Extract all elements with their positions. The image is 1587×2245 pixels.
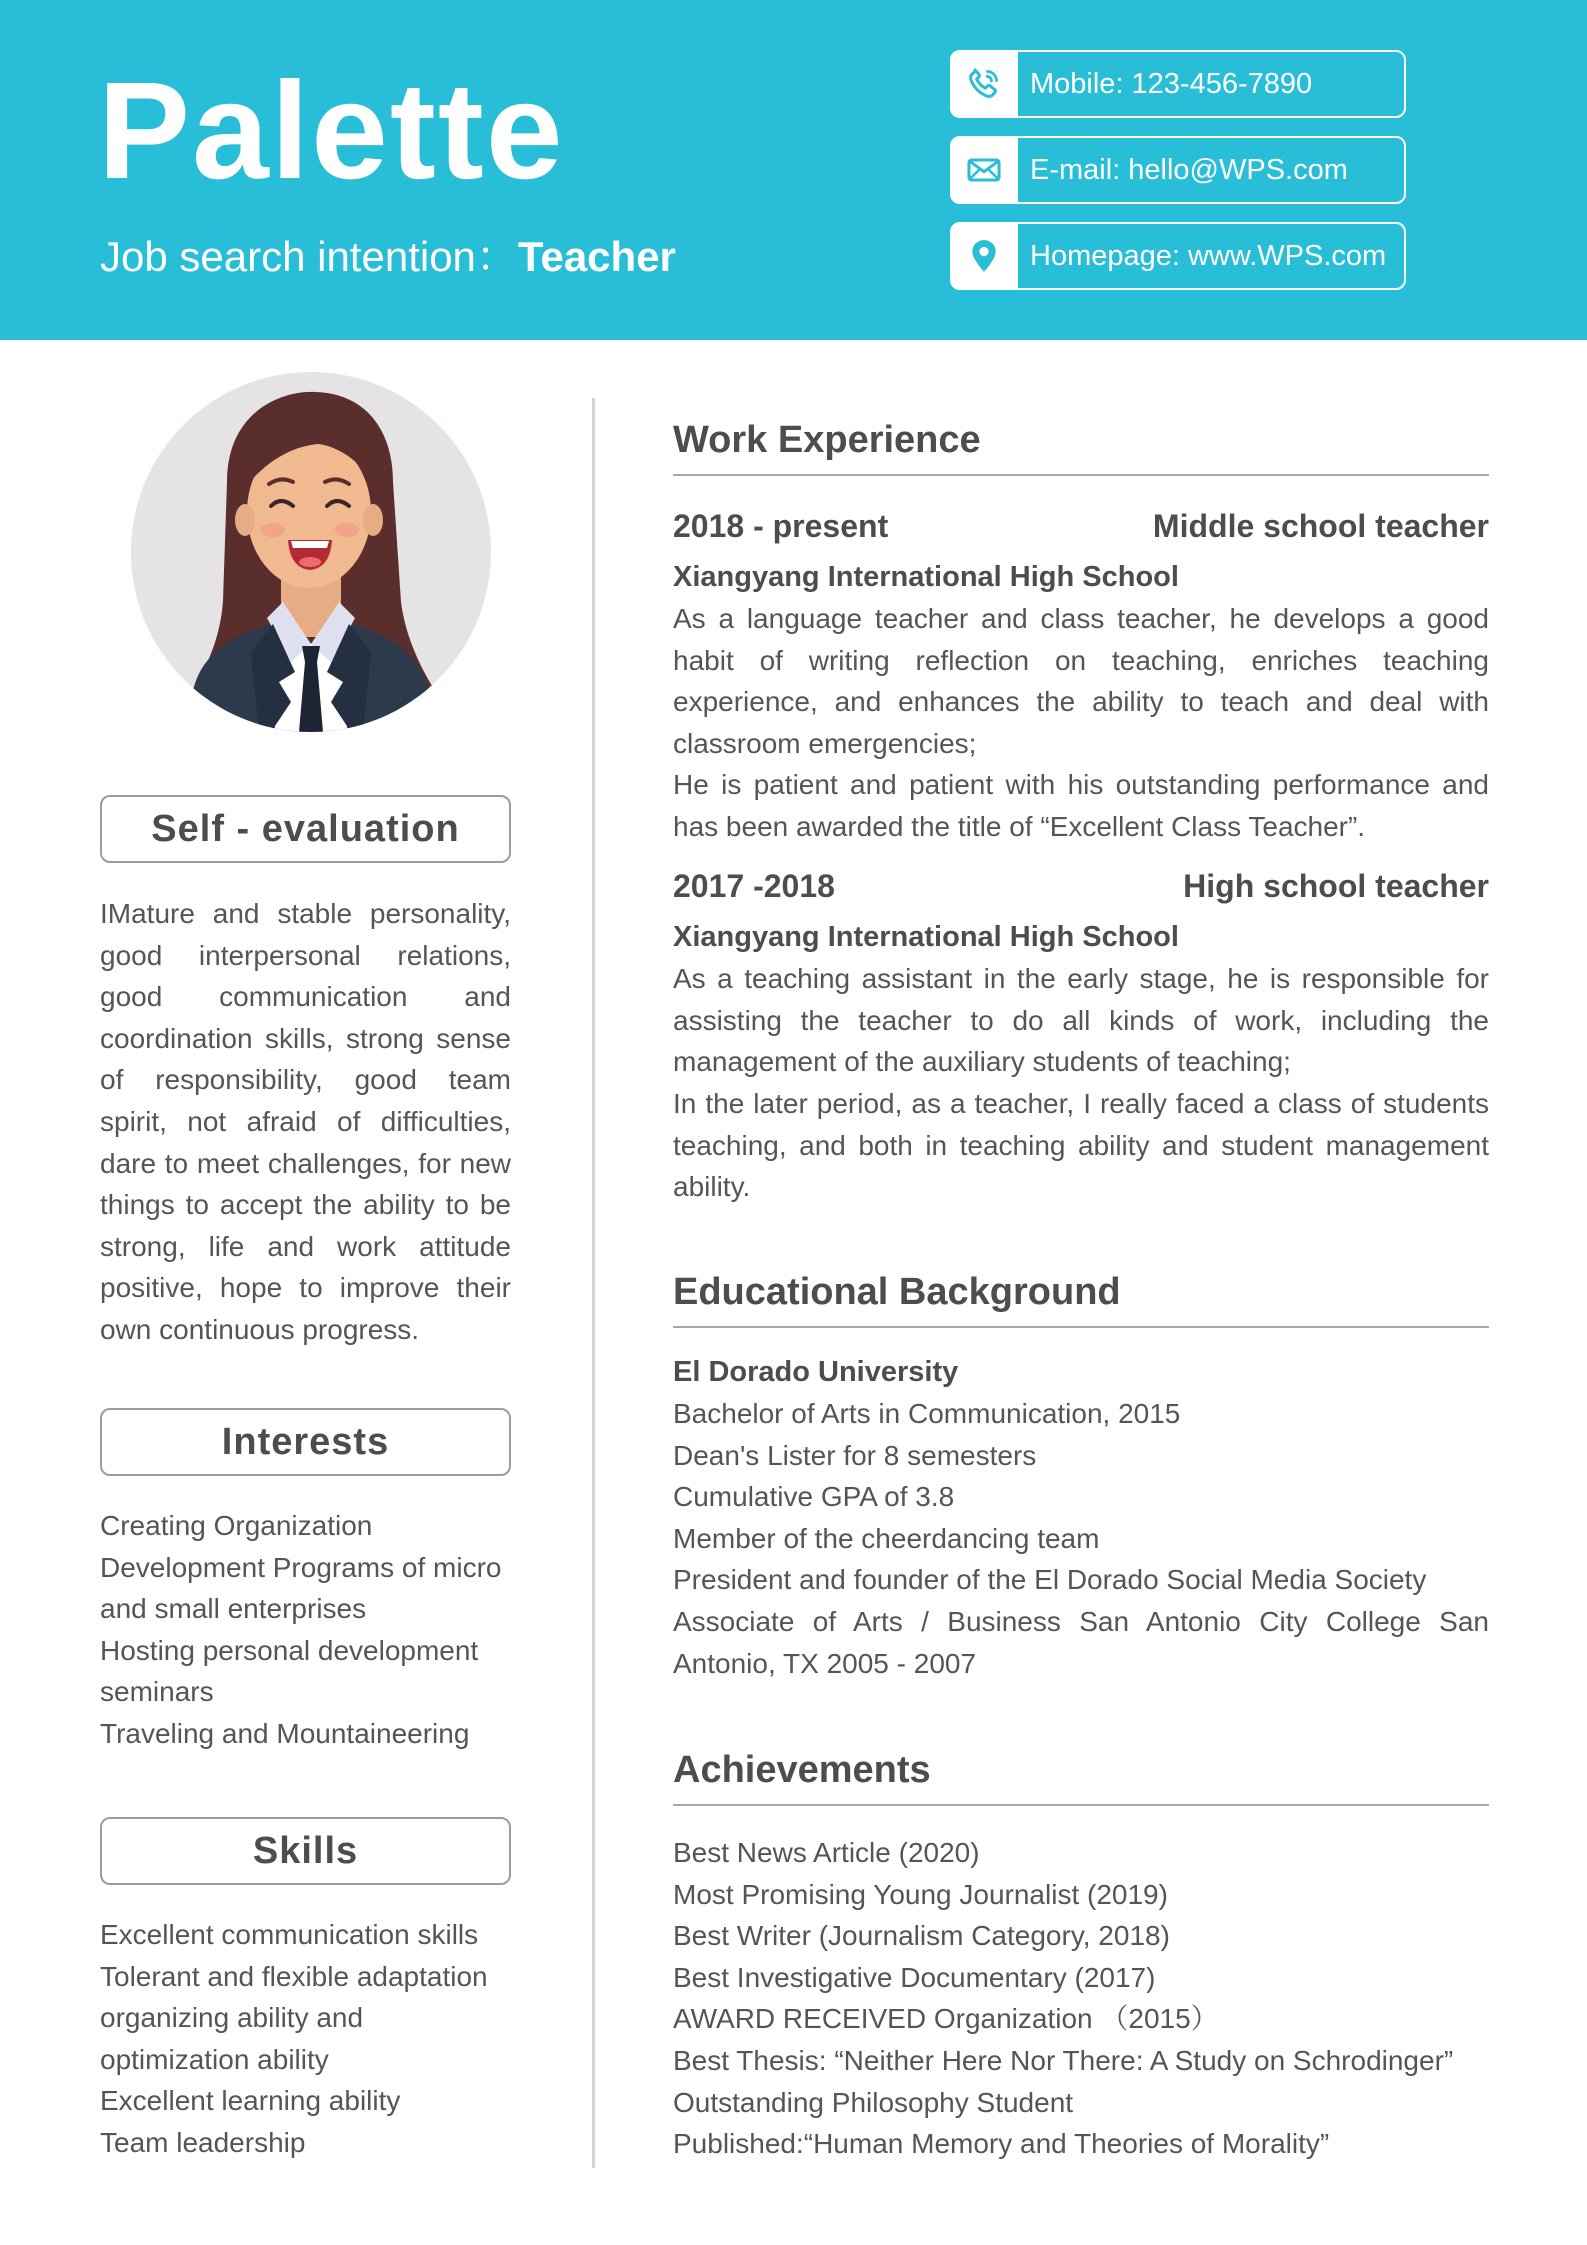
- job-header: [673, 508, 1489, 552]
- phone-icon: [950, 50, 1018, 118]
- achievement-item: Best News Article (2020): [673, 1837, 980, 1868]
- education-item: Cumulative GPA of 3.8: [673, 1481, 955, 1513]
- education-list: [673, 1393, 1489, 1684]
- skill-item: Tolerant and flexible adaptation: [100, 1960, 488, 1992]
- contact-email: [950, 136, 1406, 204]
- achievement-item: Best Thesis: “Neither Here Nor There: A Study on Schrodinger”: [673, 2044, 1454, 2076]
- interests-list: [100, 1505, 520, 1755]
- job-intention: [100, 232, 676, 282]
- interests-title: Interests: [100, 1408, 511, 1476]
- skill-item: Excellent communication skills: [100, 1919, 479, 1950]
- interest-item: and small enterprises: [100, 1593, 367, 1625]
- job-organization: Xiangyang International High School: [673, 561, 1179, 593]
- self-evaluation-title: Self - evaluation: [100, 795, 511, 863]
- job-role: Middle school teacher: [1152, 508, 1489, 544]
- contact-homepage-text: Homepage: www.WPS.com: [1030, 240, 1387, 272]
- contact-mobile-text: Mobile: 123-456-7890: [1030, 68, 1313, 100]
- job-description: In the later period, as a teacher, I really faced a class of students teaching, and both in teaching ability and student management ability.: [673, 1088, 1489, 1203]
- job-intention-label: Job search intention：: [100, 233, 518, 280]
- achievement-item: Best Writer (Journalism Category, 2018): [673, 1920, 1170, 1952]
- job-role: High school teacher: [1183, 868, 1489, 904]
- job-intention-value: Teacher: [517, 233, 676, 280]
- candidate-name: Palette: [98, 54, 565, 208]
- education-item: Bachelor of Arts in Communication, 2015: [673, 1398, 1181, 1429]
- achievement-item: Best Investigative Documentary (2017): [673, 1961, 1156, 1993]
- achievement-item: AWARD RECEIVED Organization （2015）: [673, 2003, 1219, 2035]
- skill-item: optimization ability: [100, 2043, 329, 2075]
- skill-item: organizing ability and: [100, 2002, 364, 2034]
- interest-item: Hosting personal development: [100, 1634, 479, 1666]
- job-header: [673, 868, 1489, 912]
- interest-item: Traveling and Mountaineering: [100, 1717, 470, 1749]
- education-item: Associate of Arts / Business San Antonio City College San Antonio, TX 2005 - 2007: [673, 1605, 1489, 1679]
- education-item: Dean's Lister for 8 semesters: [673, 1439, 1037, 1471]
- job-period: 2017 -2018: [673, 868, 835, 904]
- education-school: El Dorado University: [673, 1356, 959, 1388]
- column-divider: [592, 398, 595, 2168]
- interest-item: seminars: [100, 1676, 214, 1708]
- interest-item: Development Programs of micro: [100, 1551, 502, 1583]
- job-period: 2018 - present: [673, 508, 889, 544]
- skill-item: Team leadership: [100, 2126, 306, 2158]
- skills-title: Skills: [100, 1817, 511, 1885]
- education-title: Educational Background: [673, 1250, 1489, 1328]
- achievement-item: Most Promising Young Journalist (2019): [673, 1878, 1168, 1910]
- achievements-title: Achievements: [673, 1728, 1489, 1806]
- education-item: Member of the cheerdancing team: [673, 1522, 1100, 1554]
- achievement-item: Published:“Human Memory and Theories of Morality”: [673, 2128, 1330, 2160]
- contact-homepage: [950, 222, 1406, 290]
- contact-mobile: [950, 50, 1406, 118]
- education-item: President and founder of the El Dorado Social Media Society: [673, 1564, 1427, 1596]
- achievements-list: [673, 1832, 1503, 2165]
- achievement-item: Outstanding Philosophy Student: [673, 2086, 1074, 2118]
- contact-email-text: E-mail: hello@WPS.com: [1030, 154, 1348, 186]
- interest-item: Creating Organization: [100, 1510, 373, 1541]
- avatar: [131, 372, 491, 732]
- job-description: As a teaching assistant in the early stage, he is responsible for assisting the teacher to do all kinds of work, including the management of the auxiliary students of teaching;: [673, 963, 1489, 1078]
- skills-list: [100, 1914, 520, 2164]
- skill-item: Excellent learning ability: [100, 2085, 401, 2117]
- self-evaluation-text: IMature and stable personality, good interpersonal relations, good communication and coordination skills, strong sense of responsibility, good team spirit, not afraid of difficulties, dare to meet challenges, for new things to accept the ability to be strong, life and work attitude positive, hope to improve their own continuous progress.: [100, 898, 511, 1345]
- mail-icon: [950, 136, 1018, 204]
- job-description: As a language teacher and class teacher, he develops a good habit of writing reflection on teaching, enriches teaching experience, and enhances the ability to teach and deal with classroom emergencies;: [673, 603, 1489, 759]
- header-banner: [0, 0, 1587, 340]
- job-description: He is patient and patient with his outstanding performance and has been awarded the title of “Excellent Class Teacher”.: [673, 769, 1489, 842]
- location-pin-icon: [950, 222, 1018, 290]
- job-organization: Xiangyang International High School: [673, 921, 1179, 953]
- work-experience-title: Work Experience: [673, 398, 1489, 476]
